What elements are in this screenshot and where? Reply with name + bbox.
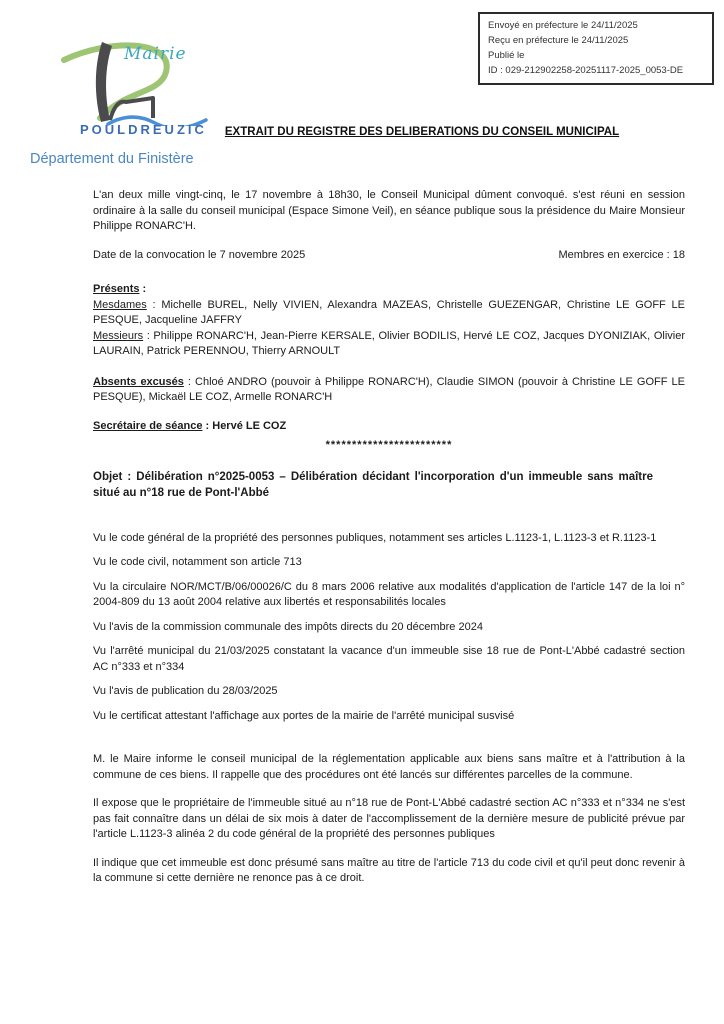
- asterisk-separator: ************************: [325, 439, 453, 451]
- vu-clause: Vu le certificat attestant l'affichage aux portes de la mairie de l'arrêté municipal susvisé: [93, 709, 515, 722]
- vu-clause: Vu l'arrêté municipal du 21/03/2025 constatant la vacance d'un immeuble sise 18 rue de Pont-L'Abbé cadastré section AC n°333 et n°334: [93, 645, 685, 673]
- document-title: EXTRAIT DU REGISTRE DES DELIBERATIONS DU CONSEIL MUNICIPAL: [224, 126, 620, 138]
- stamp-line-received: Reçu en préfecture le 24/11/2025: [488, 35, 629, 46]
- mairie-script-label: Mairie: [124, 44, 187, 64]
- convocation-date: Date de la convocation le 7 novembre 2025: [93, 248, 306, 261]
- convocation-row: [93, 248, 685, 264]
- vu-clause: Vu la circulaire NOR/MCT/B/06/00026/C du 8 mars 2006 relative aux modalités d'application de l'article 147 de la loi n° 2004-809 du 13 août 2004 relative aux libertés et responsabilités locales: [93, 580, 685, 608]
- body-paragraph: Il expose que le propriétaire de l'immeuble situé au n°18 rue de Pont-L'Abbé cadastré section AC n°333 et n°334 ne s'est pas fait connaître dans un délai de six mois à dater de l'accomplissement de la dernière mesure de publicité prévue par l'article L.1123-3 alinéa 2 du code général de la propriété des personnes publiques: [93, 797, 685, 840]
- absents-line: Absents excusés : Chloé ANDRO (pouvoir à Philippe RONARC'H), Claudie SIMON (pouvoir à Christine LE GOFF LE PESQUE), Mickaël LE COZ, Armelle RONARC'H: [93, 375, 685, 403]
- department-label: Département du Finistère: [30, 151, 194, 167]
- stamp-line-published: Publié le: [488, 50, 525, 61]
- vu-clause: Vu le code civil, notamment son article 713: [93, 556, 302, 568]
- body-paragraph: M. le Maire informe le conseil municipal de la réglementation applicable aux biens sans maître et à l'attribution à la commune de ces biens. Il rappelle que des procédures ont été lancés sur différentes parcelles de la commune.: [93, 753, 685, 781]
- prefecture-stamp-box: [478, 12, 714, 85]
- presents-heading: Présents :: [93, 283, 147, 295]
- vu-clause: Vu l'avis de publication du 28/03/2025: [93, 685, 278, 697]
- stamp-line-id: ID : 029-212902258-20251117-2025_0053-DE: [488, 65, 684, 76]
- vu-clause: Vu l'avis de la commission communale des impôts directs du 20 décembre 2024: [93, 620, 483, 633]
- vu-clauses: [93, 531, 685, 725]
- deliberation-subject: Objet : Délibération n°2025-0053 – Délibération décidant l'incorporation d'un immeuble sans maître situé au n°18 rue de Pont-l'Abbé: [93, 470, 653, 499]
- mesdames-line: Mesdames : Michelle BUREL, Nelly VIVIEN, Alexandra MAZEAS, Christelle GUEZENGAR, Christine LE GOFF LE PESQUE, Jacqueline JAFFRY: [93, 298, 685, 326]
- intro-paragraph: L'an deux mille vingt-cinq, le 17 novembre à 18h30, le Conseil Municipal dûment convoqué. s'est réuni en session ordinaire à la salle du conseil municipal (Espace Simone Veil), en séance publique sous la présidence du Maire Monsieur Philippe RONARC'H.: [93, 189, 685, 232]
- attendance-block: [93, 282, 685, 360]
- document-body: [93, 188, 685, 900]
- stamp-line-sent: Envoyé en préfecture le 24/11/2025: [488, 20, 638, 31]
- members-in-office: Membres en exercice : 18: [558, 248, 685, 261]
- deliberation-text: [93, 752, 685, 887]
- messieurs-line: Messieurs : Philippe RONARC'H, Jean-Pierre KERSALE, Olivier BODILIS, Hervé LE COZ, Jacques DYONIZIAK, Olivier LAURAIN, Patrick PERENNOU, Thierry ARNOULT: [93, 329, 685, 357]
- vu-clause: Vu le code général de la propriété des personnes publiques, notamment ses articles L.1123-1, L.1123-3 et R.1123-1: [93, 531, 657, 544]
- secretary-line: Secrétaire de séance : Hervé LE COZ: [93, 419, 287, 432]
- body-paragraph: Il indique que cet immeuble est donc présumé sans maître au titre de l'article 713 du code civil et qu'il peut donc revenir à la commune si cette dernière ne renonce pas à ce droit.: [93, 856, 685, 884]
- commune-name: POULDREUZIC: [80, 122, 207, 137]
- commune-logo: [28, 38, 238, 167]
